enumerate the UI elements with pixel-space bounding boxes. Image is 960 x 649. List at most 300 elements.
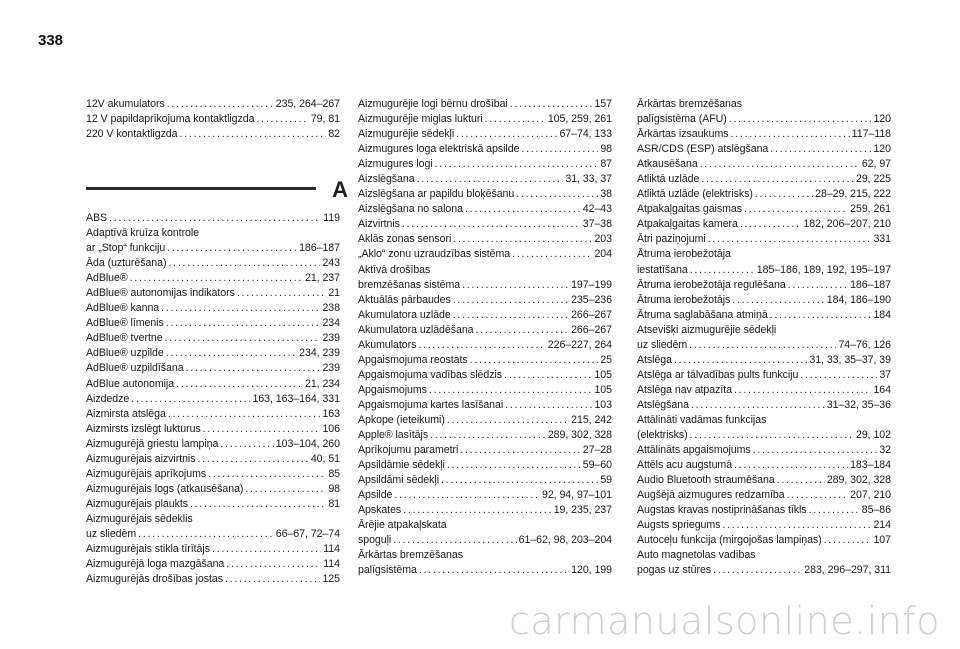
page-references: 37–38 (582, 218, 612, 231)
index-entry-line (86, 127, 340, 142)
index-entry-line (358, 97, 612, 112)
dot-leader (476, 323, 570, 338)
index-entry (86, 226, 340, 256)
dot-leader (824, 533, 872, 548)
page-references: 106 (322, 422, 340, 435)
dot-leader (689, 338, 836, 353)
index-term: Aizmugurējais aprīkojums (86, 467, 207, 480)
index-entry-line (358, 263, 612, 278)
dot-leader (753, 443, 878, 458)
dot-leader (470, 353, 599, 368)
index-term: iestatīšana (637, 263, 688, 276)
page-references: 105 (594, 383, 612, 396)
index-entry-line (86, 482, 340, 497)
dot-leader (809, 503, 860, 518)
index-entry-line (637, 473, 891, 488)
index-term: spoguļi (358, 534, 392, 547)
dot-leader (708, 232, 872, 247)
page-references: 186–187 (299, 242, 340, 255)
index-entry-line (86, 271, 340, 286)
dot-leader (465, 202, 581, 217)
page-references: 183–184 (850, 459, 891, 472)
dot-leader (166, 346, 297, 361)
page-references: 114 (323, 558, 340, 571)
index-term: Attālināti vadāmas funkcijas (637, 413, 767, 426)
index-term: Aizmugurējā loga mazgāšana (86, 558, 225, 571)
index-term: AdBlue autonomija (86, 377, 175, 390)
page-references: 203 (594, 233, 612, 246)
page-references: 66–67, 72–74 (275, 527, 340, 540)
index-term: Aizslēgšana ar papildu bloķēšanu (358, 188, 515, 201)
dot-leader (740, 217, 802, 232)
index-entry-line (358, 157, 612, 172)
index-entry-line (637, 353, 891, 368)
dot-leader (237, 286, 326, 301)
index-entry (86, 557, 340, 572)
index-entry-line (86, 437, 340, 452)
index-entry-line (358, 323, 612, 338)
index-entry (86, 392, 340, 407)
index-entry (637, 473, 891, 488)
page-references: 74–76, 126 (838, 338, 891, 351)
dot-leader (402, 217, 581, 232)
page-references: 120, 199 (571, 564, 612, 577)
page-references: 185–186, 189, 192, 195–197 (756, 263, 891, 276)
index-entry (358, 97, 612, 112)
index-entry-line (637, 97, 891, 112)
dot-leader (505, 398, 592, 413)
index-term: 12V akumulators (86, 98, 165, 110)
dot-leader (167, 241, 297, 256)
index-entry (86, 112, 340, 127)
dot-leader (456, 127, 557, 142)
index-entry (86, 407, 340, 422)
index-term: Auto magnetolas vadības (637, 549, 756, 562)
index-entry-line (637, 127, 891, 142)
page-references: 21 (328, 287, 340, 300)
index-entry-line (637, 443, 891, 458)
index-entry (637, 458, 891, 473)
index-term: Autoceļu funkcija (mirgojošas lampiņas) (637, 534, 822, 547)
dot-leader (417, 172, 564, 187)
dot-leader (788, 278, 848, 293)
index-entry (358, 112, 612, 127)
index-entry-line (86, 331, 340, 346)
dot-leader (770, 308, 872, 323)
index-term: AdBlue® autonomijas indikators (86, 287, 235, 300)
index-entry (637, 398, 891, 413)
page-references: 27–28 (582, 444, 612, 457)
index-term: Augsts spriegums (637, 519, 721, 532)
index-entry-line (637, 533, 891, 548)
page-references: 98 (328, 482, 340, 495)
index-term: Aizdedze (86, 392, 130, 405)
dot-leader (722, 518, 871, 533)
dot-leader (168, 407, 321, 422)
index-term: 12 V papildaprīkojuma kontaktligzda (86, 113, 255, 126)
index-term: Attālināts apgaismojums (637, 444, 751, 457)
page-references: 103–104, 260 (275, 437, 340, 450)
index-entry-line (86, 377, 340, 392)
index-term: Aizmirsta atslēga (86, 407, 166, 420)
index-entry-line (86, 97, 340, 112)
dot-leader (521, 142, 598, 157)
page-references: 31, 33, 35–37, 39 (809, 353, 891, 366)
index-term: Apskates (358, 504, 402, 517)
dot-leader (729, 112, 872, 127)
index-entry-line (637, 383, 891, 398)
page-references: 186–187 (850, 278, 891, 291)
index-entry-line (358, 308, 612, 323)
page-references: 32 (879, 444, 891, 457)
index-entry (86, 346, 340, 361)
dot-leader (744, 202, 848, 217)
index-entry-line (86, 211, 340, 226)
index-term: Apple® lasītājs (358, 429, 429, 442)
index-term: Atkausēšana (637, 158, 698, 171)
page-references: 92, 94, 97–101 (542, 489, 612, 502)
dot-leader (190, 497, 326, 512)
index-term: Aizmugurējie sēdekļi (358, 128, 455, 141)
dot-leader (109, 211, 321, 226)
index-term: Aizmugurējās drošības jostas (86, 573, 223, 586)
index-term: Atslēga nav atpazīta (637, 383, 732, 396)
index-term: Apkope (ieteikumi) (358, 413, 445, 426)
index-entry-line (637, 323, 891, 338)
index-entry-line (358, 533, 612, 548)
index-entry (358, 217, 612, 232)
index-entry-line (637, 398, 891, 413)
index-entry-line (86, 527, 340, 542)
index-entry (358, 293, 612, 308)
index-entry-line (637, 217, 891, 232)
page-references: 243 (322, 257, 340, 270)
dot-leader (435, 157, 599, 172)
index-entry (86, 331, 340, 346)
dot-leader (245, 482, 326, 497)
index-entry-line (358, 293, 612, 308)
page-references: 31–32, 35–36 (826, 398, 891, 411)
index-entry-line (86, 557, 340, 572)
dot-leader (130, 271, 303, 286)
index-term: Aktuālās pārbaudes (358, 293, 451, 306)
index-entry (637, 187, 891, 202)
index-entry-line (637, 503, 891, 518)
page-references: 98 (600, 143, 612, 156)
index-term: bremzēšanas sistēma (358, 278, 461, 291)
page-references: 125 (322, 573, 340, 586)
index-entry-line (86, 226, 340, 241)
dot-leader (453, 232, 592, 247)
index-entry-line (86, 452, 340, 467)
index-entry (637, 202, 891, 217)
index-entry (86, 211, 340, 226)
index-term: Aizmugurējie miglas lukturi (358, 113, 483, 126)
index-entry-line (358, 473, 612, 488)
index-term: Atliktā uzlāde (elektrisks) (637, 188, 753, 201)
index-entry (358, 398, 612, 413)
index-entry (86, 316, 340, 331)
page-references: 283, 296–297, 311 (804, 564, 891, 577)
index-entry (358, 443, 612, 458)
index-entry-line (86, 542, 340, 557)
dot-leader (429, 383, 593, 398)
page-references: 59–60 (582, 459, 612, 472)
index-entry-line (86, 572, 340, 587)
index-entry-line (358, 398, 612, 413)
index-entry (637, 127, 891, 142)
index-term: Akumulatora uzlādēšana (358, 323, 474, 336)
index-entry-line (358, 488, 612, 503)
index-entry-line (86, 112, 340, 127)
index-entry (358, 263, 612, 293)
page-references: 204 (594, 248, 612, 261)
index-term: Atslēga (637, 353, 672, 366)
index-term: AdBlue® kanna (86, 302, 160, 315)
dot-leader (462, 278, 569, 293)
index-entry (86, 301, 340, 316)
index-entry-line (358, 172, 612, 187)
index-entry (637, 353, 891, 368)
index-term: Aizslēgšana (358, 173, 415, 186)
dot-leader (453, 293, 569, 308)
index-entry-line (86, 497, 340, 512)
index-entry-line (637, 548, 891, 563)
page-references: 207, 210 (850, 489, 891, 502)
dot-leader (510, 97, 593, 112)
page-references: 25 (600, 353, 612, 366)
dot-leader (394, 488, 540, 503)
index-entry (358, 548, 612, 578)
page-references: 85–86 (861, 504, 891, 517)
index-term: (elektrisks) (637, 429, 688, 442)
dot-leader (138, 527, 274, 542)
index-entry (637, 172, 891, 187)
index-term: Apsilde (358, 489, 393, 502)
index-entry-line (637, 308, 891, 323)
dot-leader (800, 368, 877, 383)
page-references: 234, 239 (299, 347, 340, 360)
index-term: palīgsistēma (AFU) (637, 113, 727, 126)
index-entry-line (637, 247, 891, 262)
page-references: 29, 102 (856, 429, 891, 442)
index-entry-line (637, 458, 891, 473)
dot-leader (516, 187, 598, 202)
page-references: 119 (323, 212, 340, 224)
index-column-1-top (86, 97, 340, 142)
index-entry (637, 488, 891, 503)
index-entry (637, 293, 891, 308)
dot-leader (165, 331, 321, 346)
index-entry (86, 422, 340, 437)
index-term: Aizmugurējais plaukts (86, 497, 188, 510)
index-term: Āda (uzturēšana) (86, 257, 167, 270)
dot-leader (734, 458, 848, 473)
index-entry (358, 503, 612, 518)
index-term: palīgsistēma (358, 564, 417, 577)
page-references: 259, 261 (850, 203, 891, 216)
page-references: 67–74, 133 (559, 128, 612, 141)
dot-leader (225, 572, 320, 587)
page-references: 120 (873, 143, 891, 156)
index-term: Atpakaļgaitas kamera (637, 218, 738, 231)
index-term: AdBlue® uzpildīšana (86, 362, 184, 375)
index-entry-line (637, 202, 891, 217)
page-references: 79, 81 (310, 113, 340, 126)
index-entry-line (358, 338, 612, 353)
page-references: 105, 259, 261 (547, 113, 612, 126)
index-entry-line (358, 518, 612, 533)
index-term: Atpakaļgaitas gaismas (637, 203, 742, 216)
page-references: 117–118 (851, 128, 891, 141)
dot-leader (504, 368, 592, 383)
dot-leader (700, 157, 860, 172)
page-references: 19, 235, 237 (553, 504, 612, 517)
dot-leader (453, 308, 569, 323)
page-references: 21, 237 (305, 272, 340, 285)
index-entry-line (637, 232, 891, 247)
watermark: carmanualsonline.info (508, 599, 940, 643)
index-entry (637, 323, 891, 353)
index-entry (86, 467, 340, 482)
index-entry (86, 512, 340, 542)
index-entry (358, 518, 612, 548)
index-entry (86, 97, 340, 112)
index-term: Atslēga ar tālvadības pults funkciju (637, 368, 799, 381)
index-entry (358, 353, 612, 368)
page-references: 226–227, 264 (547, 338, 612, 351)
page-references: 81 (328, 497, 340, 510)
index-term: 220 V kontaktligzda (86, 128, 178, 141)
index-entry (358, 323, 612, 338)
page-references: 239 (322, 362, 340, 375)
index-entry (637, 97, 891, 127)
dot-leader (393, 533, 516, 548)
index-entry (637, 443, 891, 458)
index-entry (86, 361, 340, 376)
index-term: Ārkārtas bremzēšanas (358, 549, 463, 562)
page-references: 87 (600, 158, 612, 171)
page-number: 338 (38, 32, 64, 49)
index-entry-line (358, 428, 612, 443)
dot-leader (512, 247, 592, 262)
index-entry-line (86, 467, 340, 482)
page-references: 40, 51 (310, 452, 340, 465)
dot-leader (403, 503, 552, 518)
page-references: 61–62, 98, 203–204 (518, 534, 612, 547)
index-entry-line (358, 202, 612, 217)
index-term: Aprīkojumu parametri (358, 444, 459, 457)
page-references: 234 (322, 317, 340, 330)
index-entry (358, 308, 612, 323)
dot-leader (447, 458, 581, 473)
index-entry (86, 452, 340, 467)
index-term: ASR/CDS (ESP) atslēgšana (637, 143, 769, 156)
index-entry (637, 247, 891, 277)
index-entry-line (637, 263, 891, 278)
page-references: 289, 302, 328 (826, 474, 891, 487)
dot-leader (690, 263, 755, 278)
index-term: Aizmugurējais aizvirtnis (86, 452, 196, 465)
dot-leader (732, 293, 825, 308)
dot-leader (734, 383, 871, 398)
index-term: Atsevišķi aizmugurējie sēdekļi (637, 323, 777, 336)
dot-leader (690, 428, 854, 443)
index-entry (86, 286, 340, 301)
index-entry (358, 368, 612, 383)
page-references: 238 (322, 302, 340, 315)
index-entry-line (86, 392, 340, 407)
page-references: 120 (873, 113, 891, 126)
page-references: 331 (873, 233, 891, 246)
index-entry-line (358, 112, 612, 127)
index-entry (86, 482, 340, 497)
index-entry-line (637, 157, 891, 172)
page-references: 215, 242 (571, 413, 612, 426)
index-term: Apsildāmi sēdekļi (358, 474, 439, 487)
index-term: Aizvirtnis (358, 218, 400, 231)
dot-leader (131, 392, 250, 407)
index-term: Apgaismojuma kartes lasīšanai (358, 398, 504, 411)
dot-leader (701, 172, 854, 187)
dot-leader (180, 127, 327, 142)
index-column-3 (637, 97, 891, 579)
index-entry-line (358, 187, 612, 202)
index-term: Aktīvā drošības (358, 263, 431, 276)
index-entry-line (637, 172, 891, 187)
index-entry-line (358, 247, 612, 262)
dot-leader (787, 488, 849, 503)
index-column-1 (86, 211, 340, 587)
index-entry (637, 548, 891, 578)
page-references: 163 (322, 407, 340, 420)
index-entry (358, 383, 612, 398)
page-references: 235–236 (571, 293, 612, 306)
index-entry (637, 278, 891, 293)
index-term: Augšējā aizmugures redzamība (637, 489, 785, 502)
index-entry (86, 271, 340, 286)
index-term: Ātri paziņojumi (637, 233, 706, 246)
index-entry (637, 217, 891, 232)
index-term: Ārējie atpakaļskata (358, 519, 447, 532)
index-entry (86, 572, 340, 587)
dot-leader (203, 422, 321, 437)
index-term: Akumulators (358, 338, 417, 351)
index-entry (358, 458, 612, 473)
index-term: Ātruma ierobežotāja regulēšana (637, 278, 786, 291)
index-entry (358, 428, 612, 443)
index-entry-line (358, 548, 612, 563)
page-references: 59 (600, 474, 612, 487)
index-entry-line (358, 142, 612, 157)
index-entry (358, 413, 612, 428)
index-term: Akumulatora uzlāde (358, 308, 451, 321)
index-term: Atslēgšana (637, 398, 689, 411)
index-entry-line (86, 346, 340, 361)
index-term: Aizslēgšana no salona (358, 203, 463, 216)
page-references: 103 (594, 398, 612, 411)
dot-leader (419, 563, 569, 578)
dot-leader (460, 443, 581, 458)
index-entry (637, 518, 891, 533)
index-entry-line (637, 518, 891, 533)
dot-leader (691, 398, 825, 413)
index-entry (86, 542, 340, 557)
index-entry (637, 503, 891, 518)
index-entry-line (358, 413, 612, 428)
dot-leader (485, 112, 546, 127)
dot-leader (713, 563, 802, 578)
